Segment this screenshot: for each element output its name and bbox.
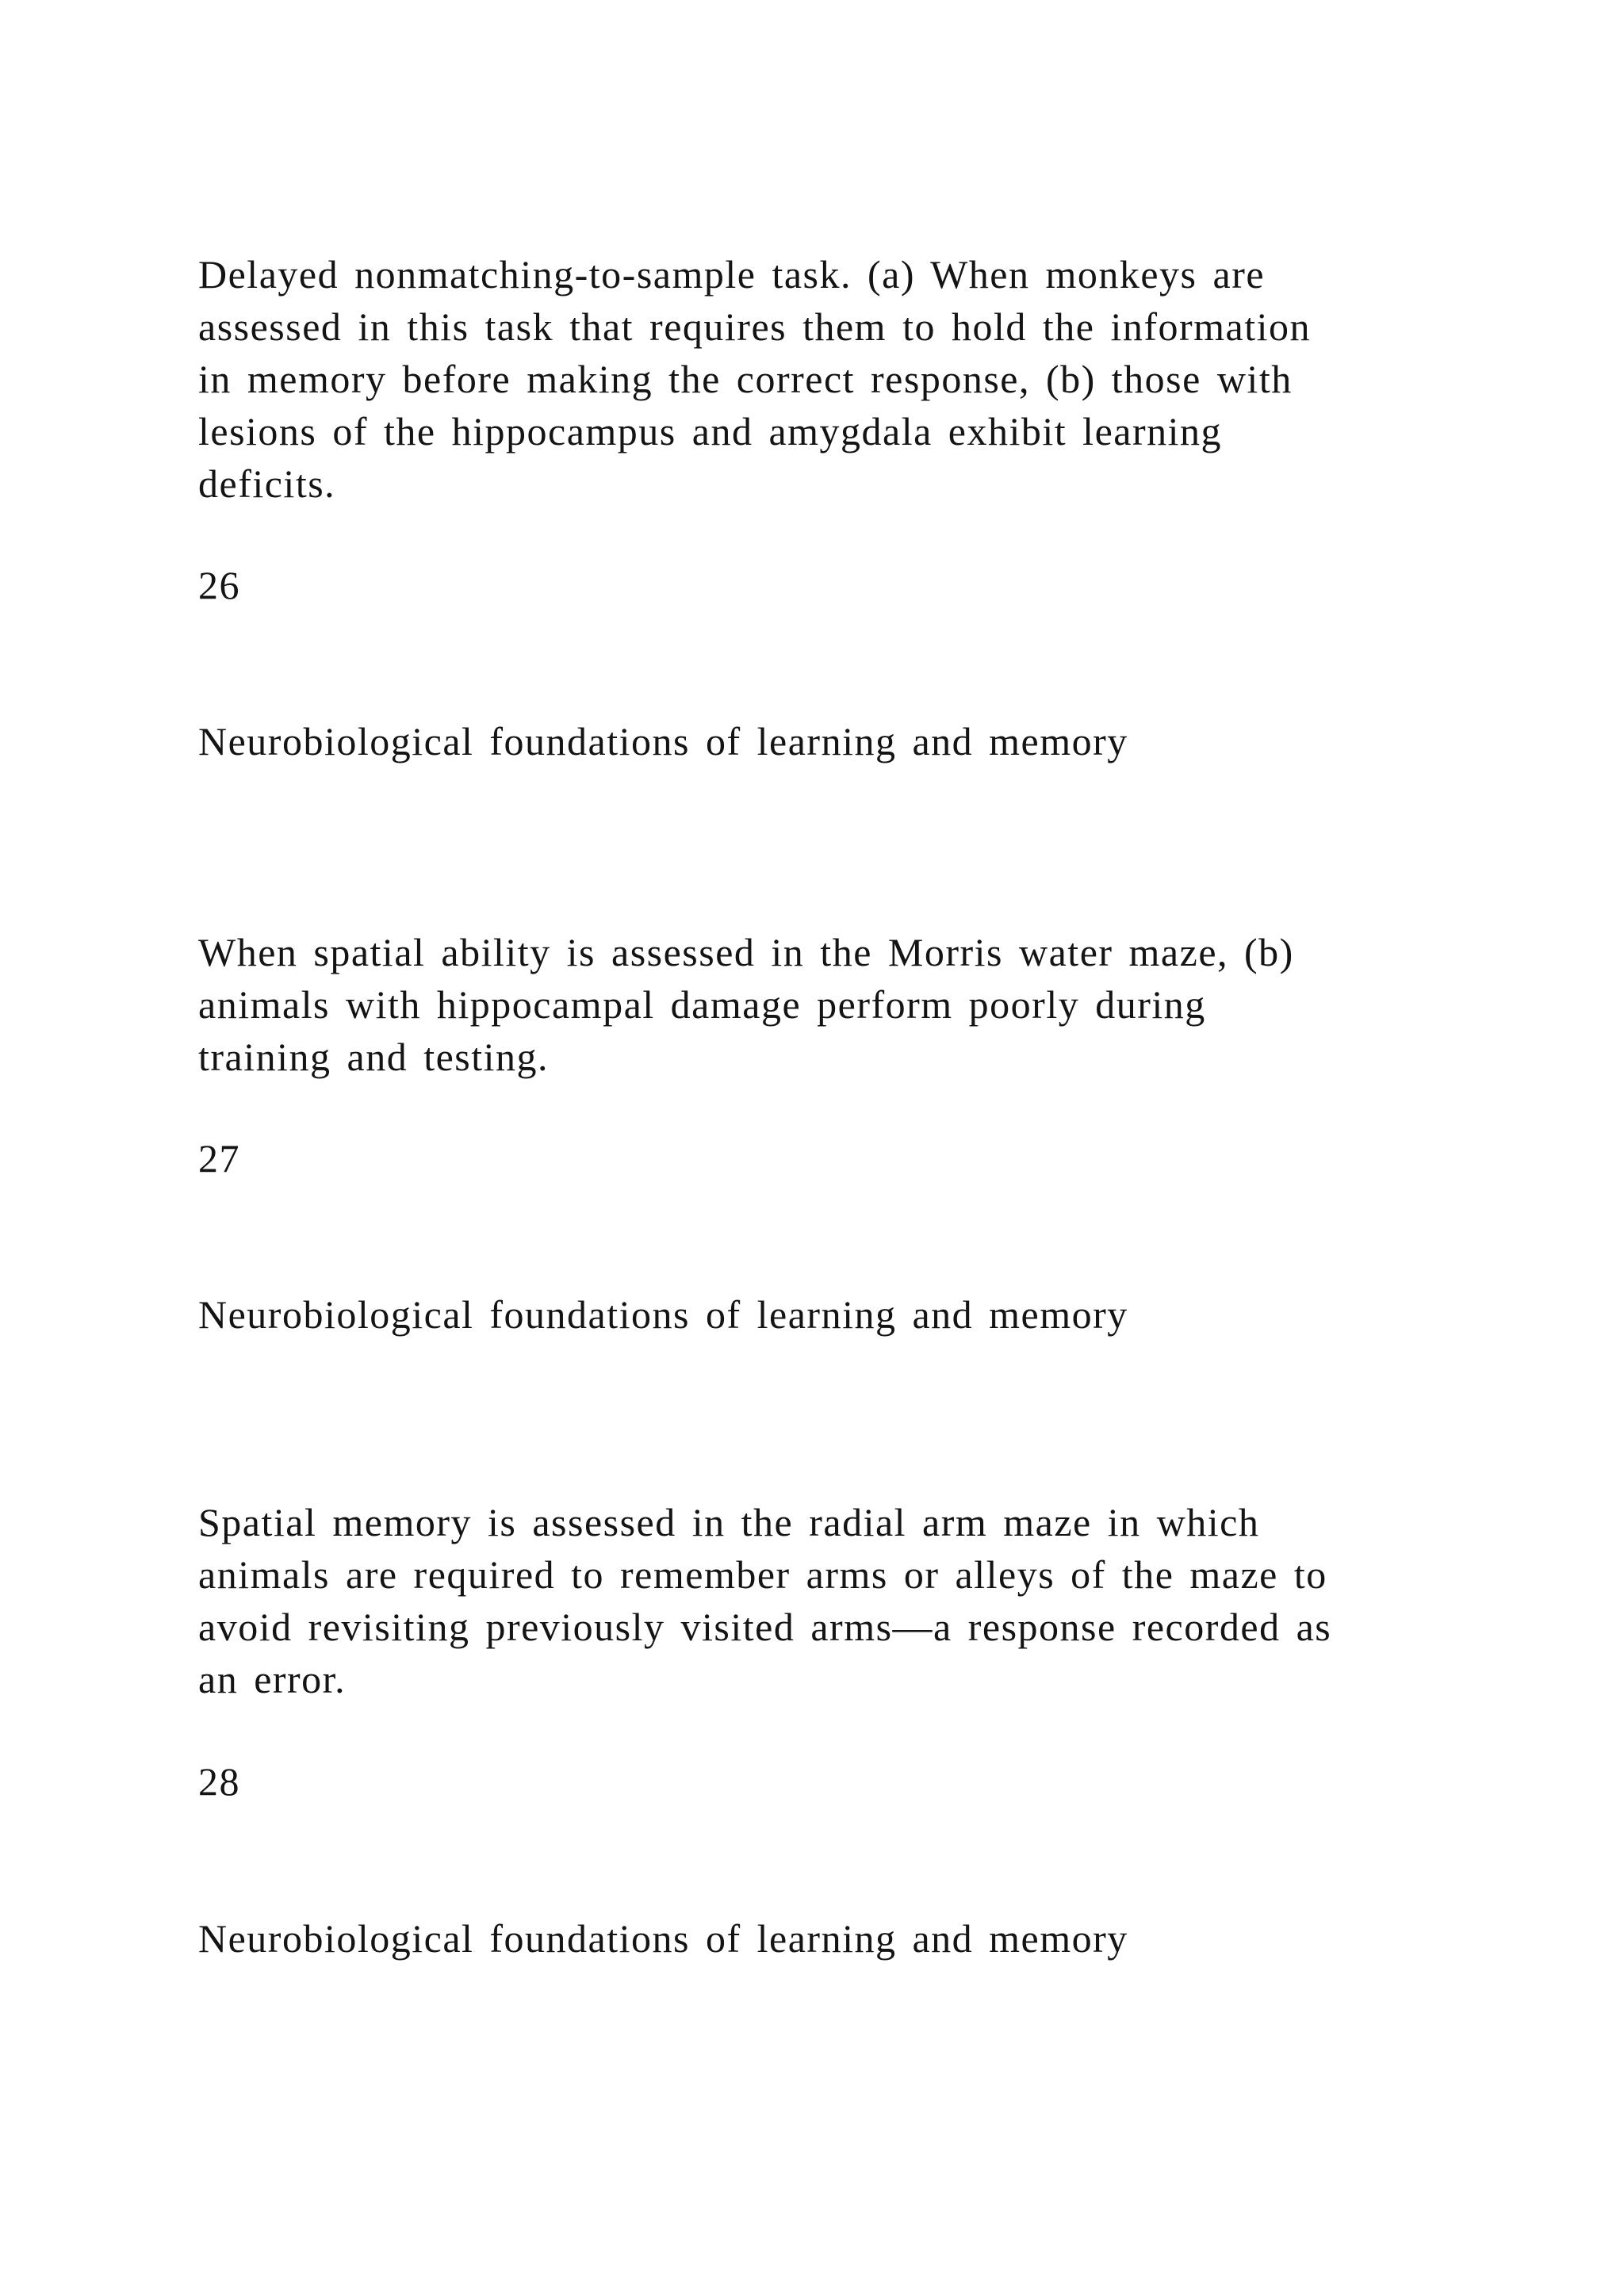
caption-line: in memory before making the correct response, (b) those with xyxy=(198,357,1293,401)
caption-line: training and testing. xyxy=(198,1035,550,1079)
caption-line: Spatial memory is assessed in the radial arm maze in which xyxy=(198,1500,1260,1544)
page-number: 27 xyxy=(198,1136,240,1181)
section-heading: Neurobiological foundations of learning and memory xyxy=(198,1292,1128,1337)
page-number: 28 xyxy=(198,1759,240,1804)
caption-line: deficits. xyxy=(198,461,336,506)
caption-line: an error. xyxy=(198,1657,347,1701)
caption-line: Delayed nonmatching-to-sample task. (a) When monkeys are xyxy=(198,252,1266,297)
caption-line: animals with hippocampal damage perform poorly during xyxy=(198,982,1206,1027)
caption-line: assessed in this task that requires them to hold the information xyxy=(198,304,1311,349)
caption-line: avoid revisiting previously visited arms—a response recorded as xyxy=(198,1605,1332,1649)
section-heading: Neurobiological foundations of learning and memory xyxy=(198,1916,1128,1961)
caption-line: When spatial ability is assessed in the Morris water maze, (b) xyxy=(198,930,1294,974)
section-heading: Neurobiological foundations of learning and memory xyxy=(198,719,1128,763)
caption-line: lesions of the hippocampus and amygdala exhibit learning xyxy=(198,409,1222,453)
caption-line: animals are required to remember arms or alleys of the maze to xyxy=(198,1552,1327,1597)
page-number: 26 xyxy=(198,563,240,607)
